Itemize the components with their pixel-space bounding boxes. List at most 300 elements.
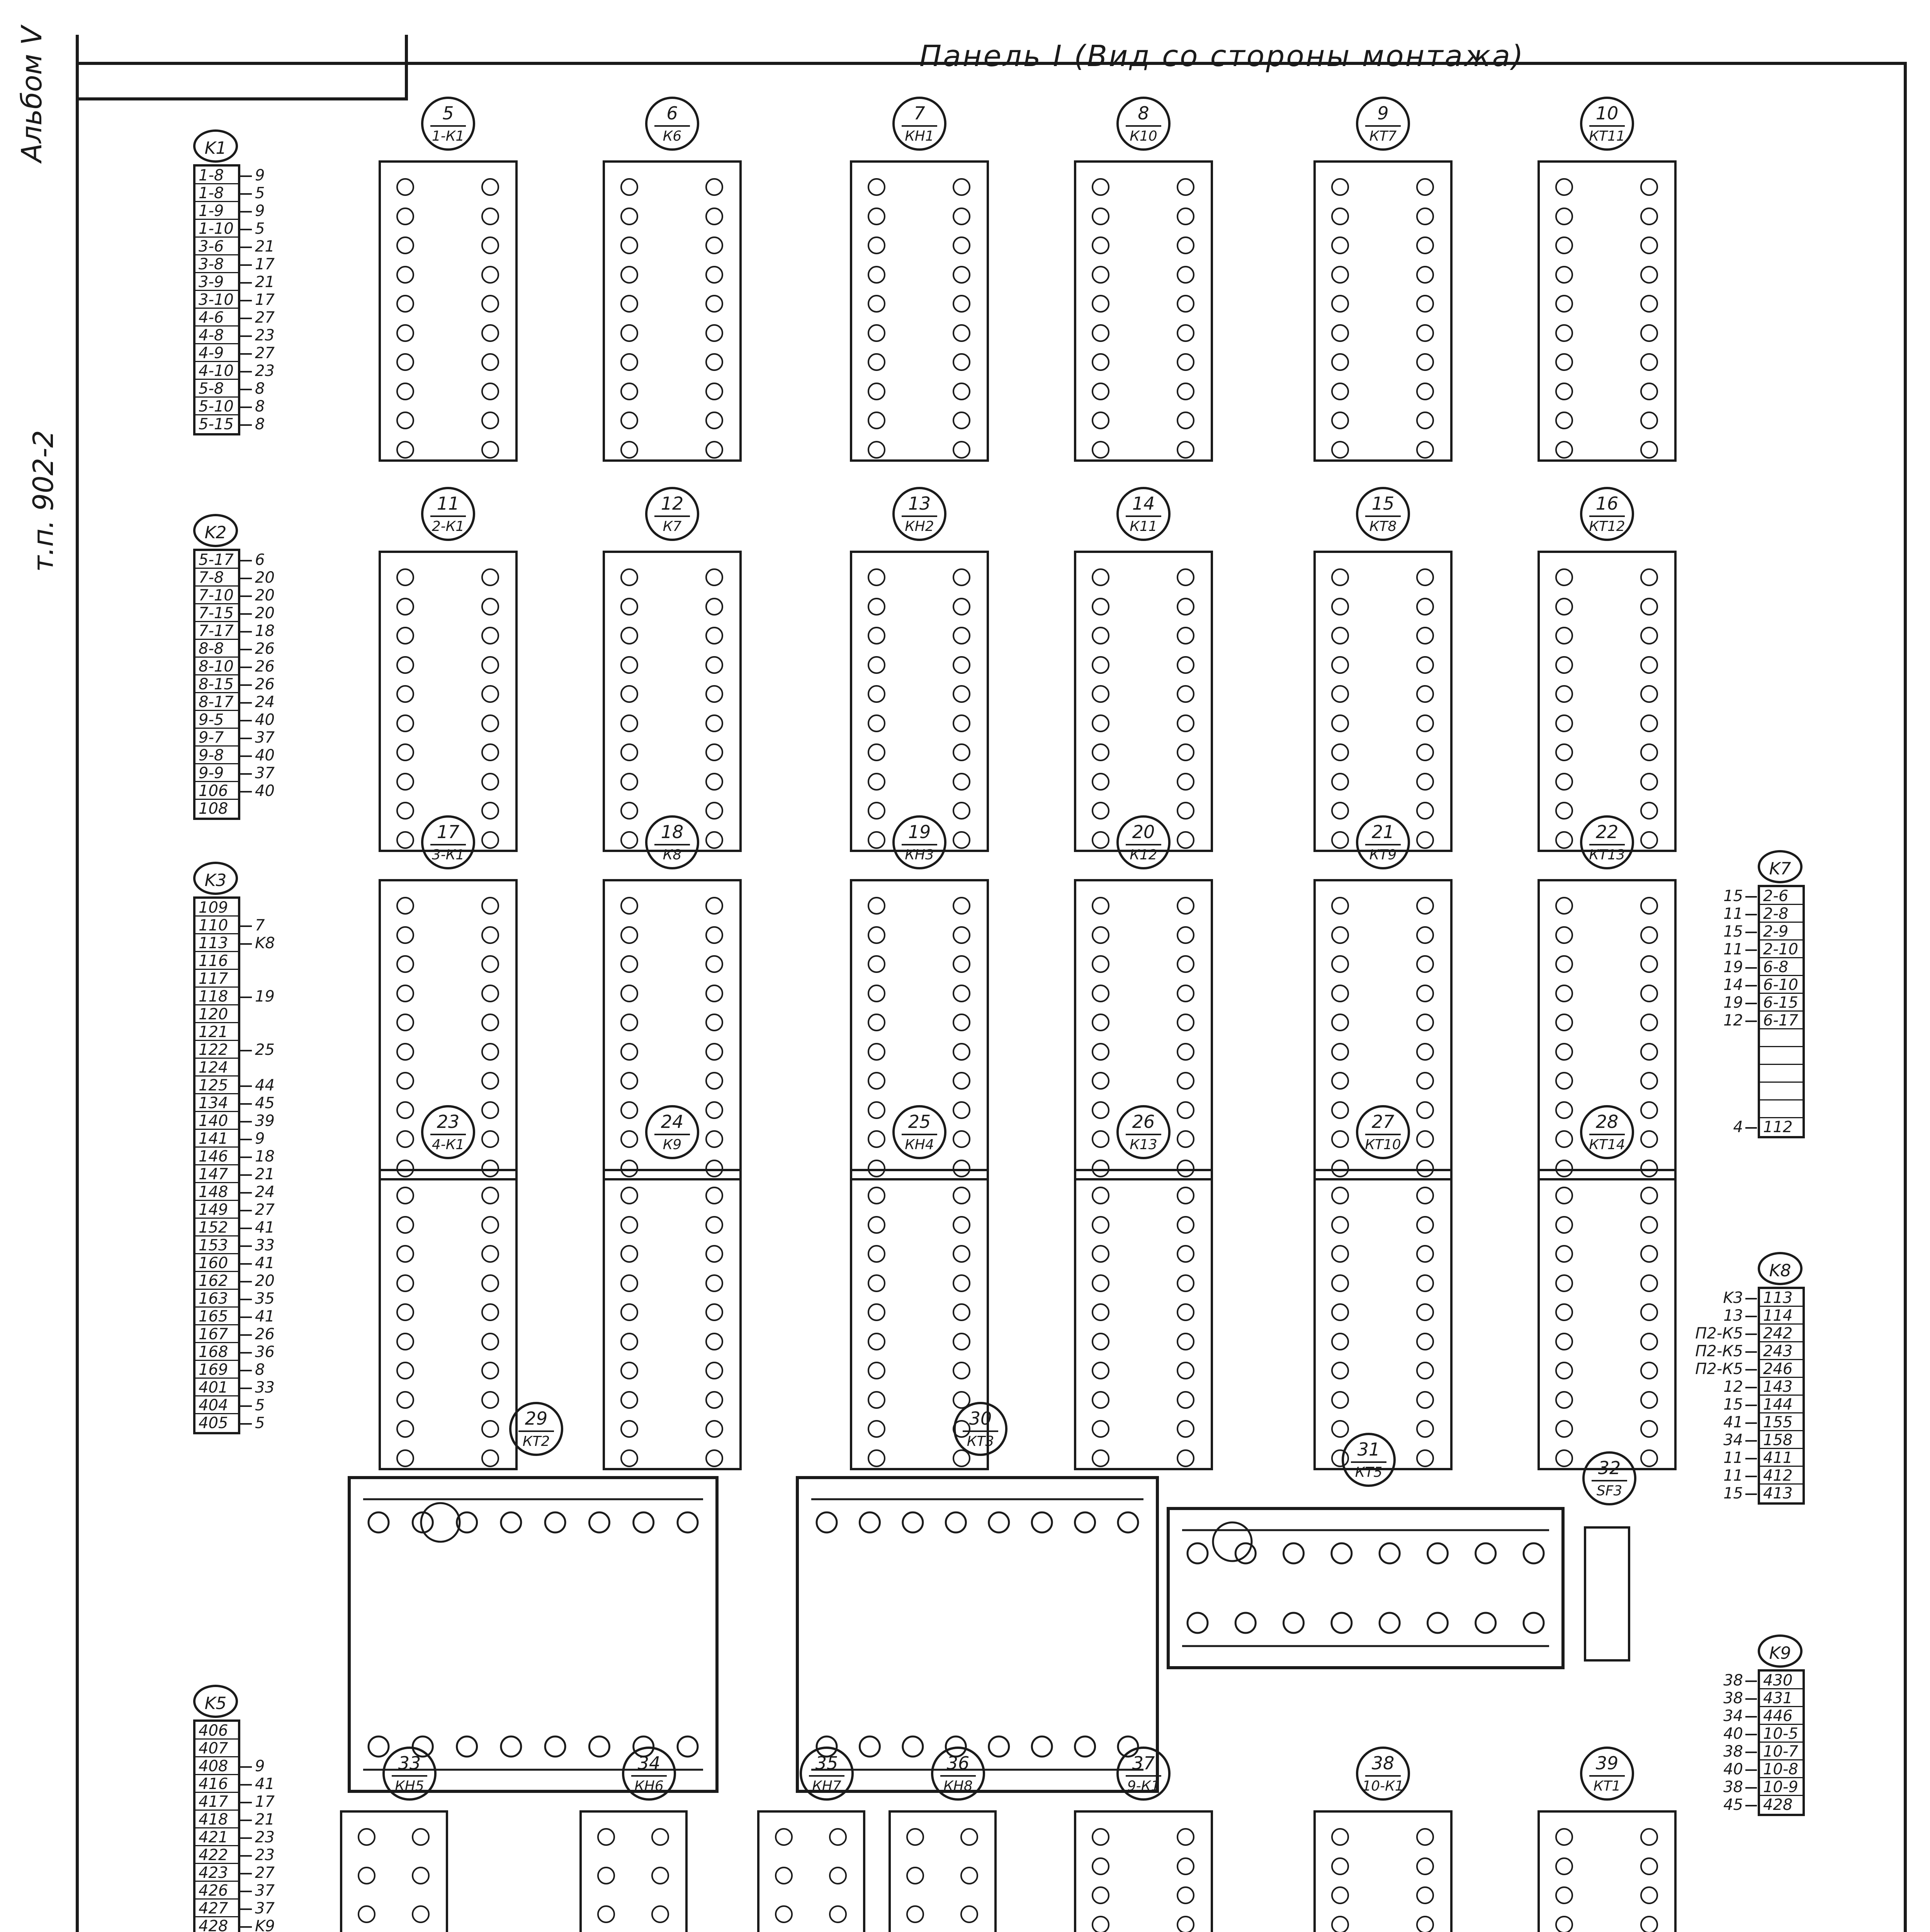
contact-terminal bbox=[597, 1828, 615, 1846]
terminal-cell bbox=[195, 917, 265, 934]
terminal-label: 5-17 bbox=[199, 551, 234, 569]
wire-destination: 11 bbox=[1723, 905, 1757, 923]
terminal-label: 169 bbox=[199, 1361, 228, 1379]
contact-terminal bbox=[953, 266, 970, 284]
contact-terminal bbox=[868, 236, 885, 254]
terminal-label: 3-10 bbox=[199, 291, 234, 309]
wire-destination: 4 bbox=[1733, 1118, 1757, 1136]
terminal-cell bbox=[1723, 1413, 1803, 1431]
terminal-strip bbox=[193, 514, 275, 820]
relay-body bbox=[1538, 160, 1677, 462]
contact-terminal bbox=[396, 926, 414, 944]
contact-terminal bbox=[1416, 1828, 1434, 1846]
contact-terminal bbox=[868, 383, 885, 400]
contact-terminal bbox=[705, 627, 723, 645]
contact-terminal bbox=[1555, 1420, 1573, 1438]
contact-terminal bbox=[1331, 295, 1349, 313]
contact-terminal bbox=[1640, 1245, 1658, 1263]
wire-destination: 7 bbox=[239, 917, 265, 934]
contact-terminal bbox=[705, 295, 723, 313]
contact-terminal bbox=[620, 1449, 638, 1467]
contact-terminal bbox=[953, 236, 970, 254]
contact-terminal bbox=[705, 207, 723, 225]
contact-terminal bbox=[620, 955, 638, 973]
contact-terminal bbox=[1177, 955, 1194, 973]
wire-destination: 24 bbox=[239, 693, 275, 711]
wire-destination: 40 bbox=[1723, 1725, 1757, 1743]
terminal-label: 7-10 bbox=[199, 587, 234, 604]
contact-terminal bbox=[620, 926, 638, 944]
relay-position-number: 28 bbox=[1589, 1110, 1625, 1135]
contact-terminal bbox=[1177, 266, 1194, 284]
contact-terminal bbox=[396, 412, 414, 429]
contact-terminal bbox=[868, 802, 885, 820]
relay-position-bubble bbox=[645, 487, 699, 541]
contact-terminal bbox=[953, 985, 970, 1002]
contact-terminal bbox=[1092, 353, 1109, 371]
terminal-strip bbox=[193, 862, 275, 1434]
contact-terminal bbox=[1555, 743, 1573, 761]
wire-destination: 18 bbox=[239, 622, 275, 640]
terminal-label: 160 bbox=[199, 1254, 228, 1272]
terminal-cell bbox=[195, 344, 275, 362]
terminal-cell bbox=[195, 202, 265, 220]
terminal-label: 401 bbox=[199, 1379, 228, 1396]
relay-position-number: 12 bbox=[654, 492, 690, 517]
contact-terminal bbox=[1177, 1303, 1194, 1321]
terminal-label: 9-5 bbox=[199, 711, 224, 729]
contact-terminal bbox=[953, 324, 970, 342]
terminal-cell bbox=[1723, 940, 1803, 958]
contact-terminal bbox=[620, 266, 638, 284]
contact-terminal bbox=[1331, 568, 1349, 586]
contact-terminal bbox=[1331, 1333, 1349, 1350]
contact-terminal bbox=[481, 598, 499, 616]
contact-terminal bbox=[412, 1867, 430, 1884]
contact-terminal bbox=[620, 1014, 638, 1031]
terminal-cell bbox=[1723, 1707, 1803, 1725]
relay-designation: КН1 bbox=[905, 128, 934, 144]
relay-body bbox=[379, 551, 518, 852]
contact-terminal bbox=[481, 1420, 499, 1438]
terminal-label: 421 bbox=[199, 1828, 228, 1846]
relay-position-bubble bbox=[421, 815, 475, 869]
contact-terminal bbox=[1331, 1043, 1349, 1061]
relay-designation: КН8 bbox=[943, 1778, 973, 1794]
contact-terminal bbox=[1555, 1187, 1573, 1204]
contact-terminal bbox=[1640, 1072, 1658, 1090]
contact-terminal bbox=[620, 178, 638, 196]
contact-terminal bbox=[1640, 207, 1658, 225]
contact-terminal bbox=[481, 1274, 499, 1292]
contact-terminal bbox=[396, 178, 414, 196]
relay-body bbox=[1313, 1810, 1453, 1932]
terminal-label: 1-8 bbox=[199, 184, 224, 202]
terminal-label: 7-8 bbox=[199, 569, 224, 587]
relay-position-bubble bbox=[1356, 1747, 1410, 1801]
terminal-label: 10-5 bbox=[1763, 1725, 1798, 1743]
terminal-label: 404 bbox=[199, 1396, 228, 1414]
wire-destination: 5 bbox=[239, 1414, 265, 1432]
contact-terminal bbox=[1416, 627, 1434, 645]
contact-terminal bbox=[1555, 236, 1573, 254]
relay-body bbox=[603, 551, 742, 852]
contact-terminal bbox=[1331, 324, 1349, 342]
contact-terminal bbox=[396, 1362, 414, 1379]
terminal-cell bbox=[195, 1094, 275, 1112]
contact-terminal bbox=[705, 1072, 723, 1090]
contact-terminal bbox=[705, 1043, 723, 1061]
contact-terminal bbox=[1092, 1333, 1109, 1350]
relay-body bbox=[340, 1810, 448, 1932]
contact-terminal bbox=[396, 685, 414, 703]
relay-designation: КН3 bbox=[905, 847, 934, 863]
contact-terminal bbox=[1640, 985, 1658, 1002]
contact-terminal bbox=[396, 1420, 414, 1438]
contact-terminal bbox=[705, 714, 723, 732]
terminal-cell bbox=[1723, 1796, 1803, 1814]
wire-destination: 27 bbox=[239, 1201, 275, 1219]
time-relay-block bbox=[1584, 1458, 1630, 1662]
contact-terminal bbox=[481, 412, 499, 429]
relay-position-number: 34 bbox=[631, 1751, 667, 1777]
contact-terminal bbox=[1331, 773, 1349, 791]
wire-destination: 20 bbox=[239, 569, 275, 587]
contact-terminal bbox=[620, 773, 638, 791]
contact-terminal bbox=[481, 1333, 499, 1350]
terminal-label: 406 bbox=[199, 1722, 228, 1740]
terminal-cell bbox=[1695, 1342, 1803, 1360]
contact-terminal bbox=[1092, 236, 1109, 254]
contact-terminal bbox=[1640, 412, 1658, 429]
contact-terminal bbox=[1416, 1857, 1434, 1875]
wire-destination: 13 bbox=[1723, 1307, 1757, 1325]
terminal-cell bbox=[195, 380, 265, 398]
contact-terminal bbox=[620, 985, 638, 1002]
contact-terminal bbox=[620, 1245, 638, 1263]
contact-terminal bbox=[620, 568, 638, 586]
terminal-label: 141 bbox=[199, 1130, 228, 1148]
contact-terminal bbox=[1177, 178, 1194, 196]
relay-position-bubble bbox=[1116, 815, 1171, 869]
contact-terminal bbox=[481, 926, 499, 944]
wire-destination: П2-К5 bbox=[1695, 1325, 1757, 1342]
contact-terminal bbox=[620, 1391, 638, 1409]
contact-terminal bbox=[651, 1828, 669, 1846]
relay-body bbox=[1074, 1810, 1213, 1932]
terminal-cell bbox=[1723, 1689, 1803, 1707]
contact-terminal bbox=[1092, 1886, 1109, 1904]
contact-terminal bbox=[953, 831, 970, 849]
terminal-cell bbox=[1723, 994, 1803, 1012]
terminal-cell bbox=[195, 362, 275, 380]
wire-destination: 9 bbox=[239, 1130, 265, 1148]
terminal-label: 122 bbox=[199, 1041, 228, 1059]
wire-destination: 5 bbox=[239, 1396, 265, 1414]
contact-terminal bbox=[1331, 353, 1349, 371]
contact-terminal bbox=[953, 1216, 970, 1234]
contact-terminal bbox=[1331, 178, 1349, 196]
contact-terminal bbox=[1416, 897, 1434, 915]
terminal-label: 153 bbox=[199, 1236, 228, 1254]
terminal-cell bbox=[195, 1201, 275, 1219]
contact-terminal bbox=[1555, 802, 1573, 820]
contact-terminal bbox=[705, 831, 723, 849]
terminal-label: 408 bbox=[199, 1757, 228, 1775]
contact-terminal bbox=[1331, 1362, 1349, 1379]
contact-terminal bbox=[775, 1905, 793, 1923]
wire-destination: 9 bbox=[239, 202, 265, 220]
wire-destination: 37 bbox=[239, 1882, 275, 1900]
contact-terminal bbox=[1416, 207, 1434, 225]
contact-terminal bbox=[1555, 627, 1573, 645]
contact-terminal bbox=[1555, 1101, 1573, 1119]
contact-terminal bbox=[1092, 1014, 1109, 1031]
device-position-number: 29 bbox=[518, 1406, 554, 1432]
contact-terminal bbox=[481, 383, 499, 400]
strip-header: K7 bbox=[1758, 850, 1803, 883]
contact-terminal bbox=[396, 1274, 414, 1292]
terminal-label: 2-8 bbox=[1763, 905, 1789, 923]
relay-designation: 1-К1 bbox=[432, 128, 465, 144]
terminal-label: 428 bbox=[199, 1917, 228, 1932]
terminal-cell bbox=[195, 1379, 275, 1396]
terminal-cell bbox=[195, 711, 275, 729]
contact-terminal bbox=[953, 926, 970, 944]
wire-destination: 18 bbox=[239, 1148, 275, 1165]
contact-terminal bbox=[481, 266, 499, 284]
contact-terminal bbox=[1640, 656, 1658, 674]
contact-terminal bbox=[481, 1303, 499, 1321]
contact-terminal bbox=[1640, 773, 1658, 791]
contact-terminal bbox=[396, 627, 414, 645]
contact-terminal bbox=[1640, 353, 1658, 371]
contact-terminal bbox=[1416, 802, 1434, 820]
terminal-label: 6-8 bbox=[1763, 958, 1789, 976]
contact-terminal bbox=[481, 568, 499, 586]
terminal-cell bbox=[195, 398, 265, 415]
contact-terminal bbox=[1640, 926, 1658, 944]
contact-terminal bbox=[620, 656, 638, 674]
terminal-label: 10-9 bbox=[1763, 1778, 1798, 1796]
contact-terminal bbox=[1331, 412, 1349, 429]
contact-terminal bbox=[705, 1362, 723, 1379]
contact-terminal bbox=[705, 1014, 723, 1031]
wire-destination: 40 bbox=[1723, 1760, 1757, 1778]
contact-terminal bbox=[396, 1391, 414, 1409]
device-position-bubble bbox=[1342, 1433, 1396, 1487]
contact-terminal bbox=[868, 207, 885, 225]
contact-terminal bbox=[1177, 568, 1194, 586]
contact-terminal bbox=[396, 831, 414, 849]
contact-terminal bbox=[1416, 831, 1434, 849]
terminal-strip bbox=[1695, 1252, 1805, 1505]
wire-destination: 33 bbox=[239, 1379, 275, 1396]
terminal-cell bbox=[195, 587, 275, 604]
contact-terminal bbox=[1416, 178, 1434, 196]
terminal-cell bbox=[195, 675, 275, 693]
wire-destination: 17 bbox=[239, 1793, 275, 1811]
wire-destination: 8 bbox=[239, 415, 265, 433]
contact-terminal bbox=[1640, 1274, 1658, 1292]
contact-terminal bbox=[481, 353, 499, 371]
contact-terminal bbox=[1555, 1449, 1573, 1467]
terminal-label: 431 bbox=[1763, 1689, 1793, 1707]
terminal-cell bbox=[195, 1059, 238, 1077]
terminal-cell bbox=[1760, 1065, 1803, 1083]
relay-position-bubble bbox=[645, 1105, 699, 1159]
contact-terminal bbox=[1177, 1187, 1194, 1204]
contact-terminal bbox=[705, 1303, 723, 1321]
contact-terminal bbox=[358, 1905, 375, 1923]
contact-terminal bbox=[705, 802, 723, 820]
contact-terminal bbox=[1092, 383, 1109, 400]
contact-terminal bbox=[1092, 802, 1109, 820]
contact-terminal bbox=[1555, 1857, 1573, 1875]
terminal-label: 422 bbox=[199, 1846, 228, 1864]
terminal-cell bbox=[1733, 1118, 1803, 1136]
terminal-cell bbox=[1723, 1431, 1803, 1449]
wire-destination: 9 bbox=[239, 167, 265, 184]
contact-terminal bbox=[1416, 1101, 1434, 1119]
contact-terminal bbox=[1640, 831, 1658, 849]
contact-terminal bbox=[481, 441, 499, 459]
contact-terminal bbox=[868, 412, 885, 429]
device-position-number: 31 bbox=[1351, 1437, 1386, 1463]
wire-destination: 33 bbox=[239, 1236, 275, 1254]
contact-terminal bbox=[953, 178, 970, 196]
contact-terminal bbox=[396, 955, 414, 973]
terminal-cell bbox=[195, 1183, 275, 1201]
terminal-cell bbox=[1760, 1100, 1803, 1118]
terminal-cell bbox=[195, 291, 275, 309]
contact-terminal bbox=[1555, 598, 1573, 616]
wire-destination: 15 bbox=[1723, 887, 1757, 905]
contact-terminal bbox=[1416, 412, 1434, 429]
contact-terminal bbox=[1416, 236, 1434, 254]
contact-terminal bbox=[1177, 1362, 1194, 1379]
contact-terminal bbox=[1331, 266, 1349, 284]
contact-terminal bbox=[1416, 773, 1434, 791]
contact-terminal bbox=[1640, 1333, 1658, 1350]
device-position-bubble bbox=[1582, 1451, 1636, 1505]
contact-terminal bbox=[481, 897, 499, 915]
contact-terminal bbox=[481, 831, 499, 849]
contact-terminal bbox=[868, 1245, 885, 1263]
wire-destination: 8 bbox=[239, 380, 265, 398]
contact-terminal bbox=[1416, 1130, 1434, 1148]
wire-destination: 19 bbox=[1723, 958, 1757, 976]
contact-terminal bbox=[1640, 383, 1658, 400]
contact-terminal bbox=[481, 207, 499, 225]
relay-position-number: 38 bbox=[1365, 1751, 1401, 1777]
contact-terminal bbox=[953, 1101, 970, 1119]
terminal-cell bbox=[195, 415, 265, 433]
relay-body bbox=[850, 160, 989, 462]
terminal-label: 427 bbox=[199, 1900, 228, 1917]
terminal-cell bbox=[1723, 923, 1803, 940]
contact-terminal bbox=[1331, 627, 1349, 645]
terminal-label: 148 bbox=[199, 1183, 228, 1201]
relay-position-number: 7 bbox=[902, 101, 937, 127]
contact-terminal bbox=[396, 441, 414, 459]
contact-terminal bbox=[1416, 1274, 1434, 1292]
contact-terminal bbox=[1177, 1245, 1194, 1263]
contact-terminal bbox=[1416, 1245, 1434, 1263]
contact-terminal bbox=[705, 656, 723, 674]
relay-position-number: 25 bbox=[902, 1110, 937, 1135]
contact-terminal bbox=[481, 714, 499, 732]
relay-body bbox=[1074, 1169, 1213, 1470]
contact-terminal bbox=[705, 324, 723, 342]
terminal-label: 143 bbox=[1763, 1378, 1793, 1396]
contact-terminal bbox=[1331, 955, 1349, 973]
relay-position-bubble bbox=[892, 487, 946, 541]
terminal-cell bbox=[1723, 1778, 1803, 1796]
contact-terminal bbox=[1177, 207, 1194, 225]
contact-terminal bbox=[1177, 441, 1194, 459]
contact-terminal bbox=[1331, 1274, 1349, 1292]
contact-terminal bbox=[1640, 236, 1658, 254]
relay-position-bubble bbox=[1356, 487, 1410, 541]
contact-terminal bbox=[1177, 1333, 1194, 1350]
contact-terminal bbox=[868, 1420, 885, 1438]
time-relay-block bbox=[796, 1408, 1159, 1793]
contact-terminal bbox=[1331, 1101, 1349, 1119]
relay-designation: КТ9 bbox=[1369, 847, 1397, 863]
contact-terminal bbox=[1092, 1072, 1109, 1090]
contact-terminal bbox=[1092, 627, 1109, 645]
terminal-cell bbox=[195, 640, 275, 658]
contact-terminal bbox=[1416, 1420, 1434, 1438]
contact-terminal bbox=[953, 1362, 970, 1379]
terminal-cell bbox=[195, 309, 275, 327]
contact-terminal bbox=[705, 1274, 723, 1292]
terminal-cell bbox=[1723, 1289, 1803, 1307]
contact-terminal bbox=[1640, 1303, 1658, 1321]
terminal-label: 118 bbox=[199, 988, 228, 1005]
contact-terminal bbox=[620, 236, 638, 254]
contact-terminal bbox=[1416, 743, 1434, 761]
contact-terminal bbox=[1092, 1216, 1109, 1234]
terminal-cell bbox=[195, 622, 275, 640]
terminal-cell bbox=[1723, 1467, 1803, 1485]
contact-terminal bbox=[481, 1014, 499, 1031]
terminal-cell bbox=[1695, 1360, 1803, 1378]
contact-terminal bbox=[1416, 1303, 1434, 1321]
contact-terminal bbox=[1331, 383, 1349, 400]
contact-terminal bbox=[1555, 412, 1573, 429]
contact-terminal bbox=[1416, 685, 1434, 703]
relay-position-bubble bbox=[1580, 487, 1634, 541]
relay-position-bubble bbox=[1356, 815, 1410, 869]
relay-position-number: 15 bbox=[1365, 492, 1401, 517]
contact-terminal bbox=[829, 1828, 847, 1846]
wire-destination: 12 bbox=[1723, 1378, 1757, 1396]
contact-terminal bbox=[1555, 685, 1573, 703]
relay-position-number: 5 bbox=[430, 101, 466, 127]
contact-terminal bbox=[620, 383, 638, 400]
wire-destination: 20 bbox=[239, 587, 275, 604]
relay-position-number: 11 bbox=[430, 492, 466, 517]
contact-terminal bbox=[1177, 412, 1194, 429]
wire-destination: 12 bbox=[1723, 1012, 1757, 1029]
wire-destination: 14 bbox=[1723, 976, 1757, 994]
contact-terminal bbox=[705, 412, 723, 429]
terminal-label: 117 bbox=[199, 970, 228, 988]
contact-terminal bbox=[960, 1828, 978, 1846]
wire-destination: 23 bbox=[239, 362, 275, 380]
